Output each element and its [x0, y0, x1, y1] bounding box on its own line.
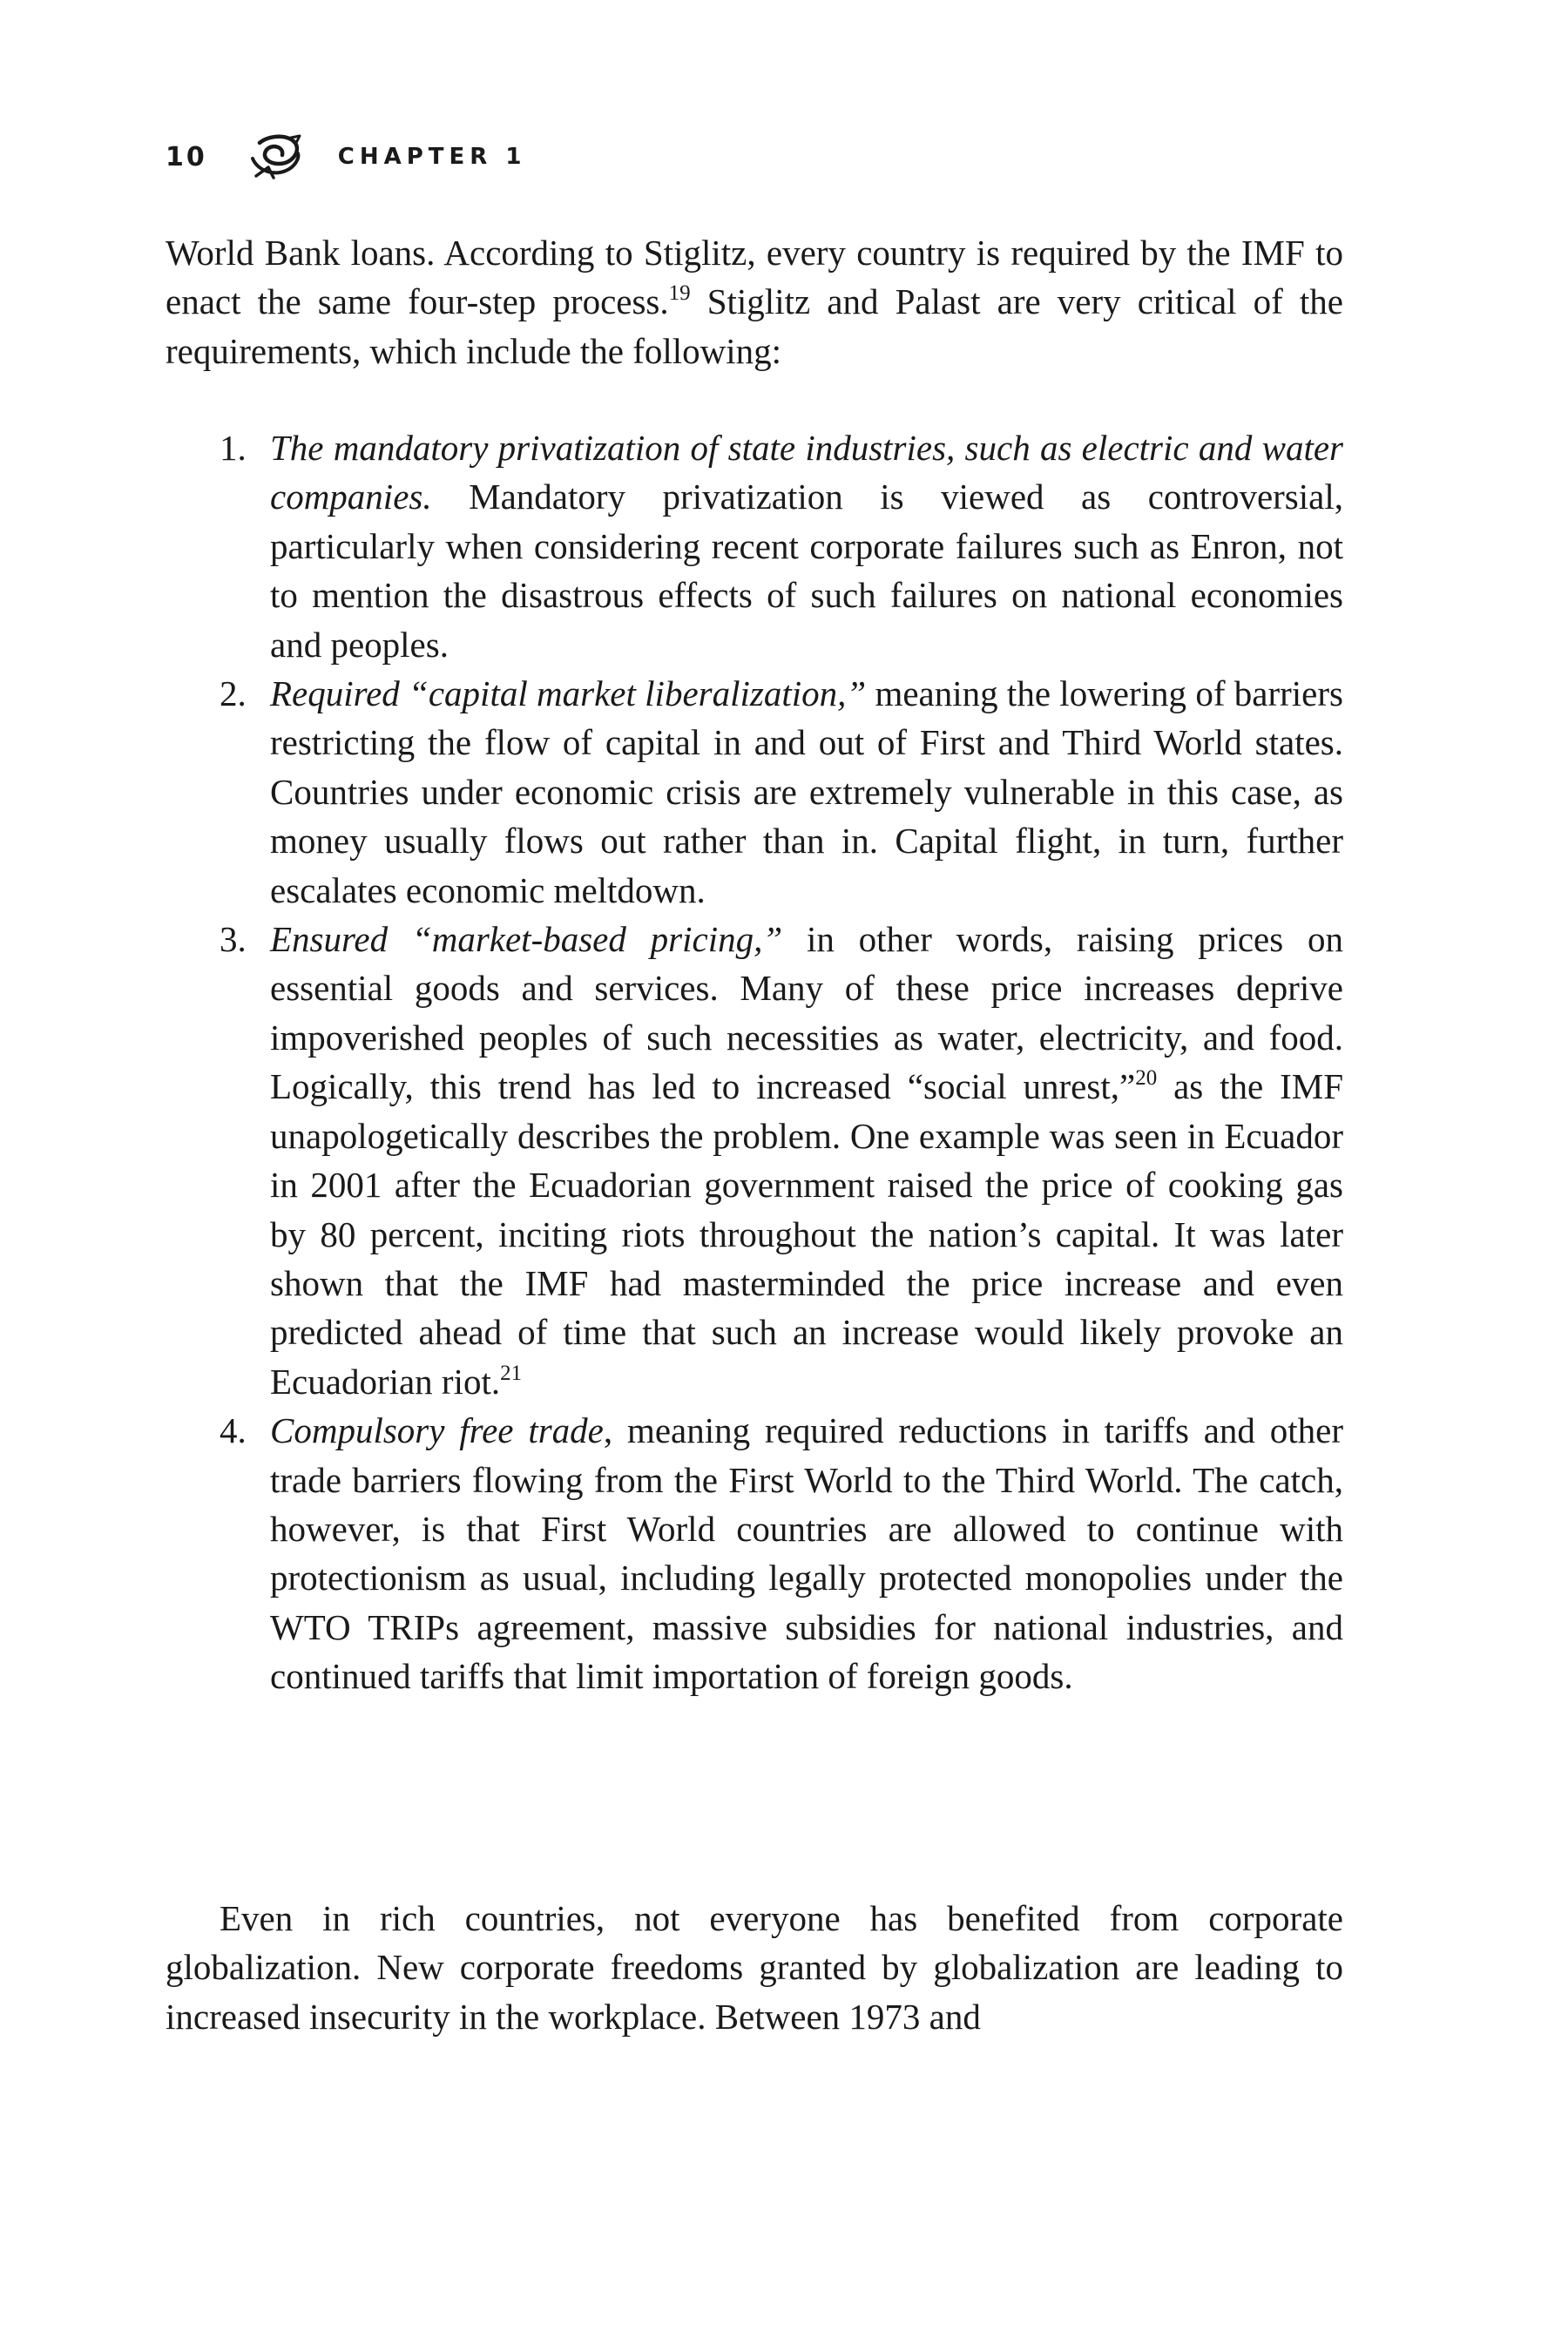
- list-item-4: [166, 1406, 1343, 1700]
- requirements-list: [166, 423, 1343, 1701]
- chapter-label: CHAPTER 1: [337, 144, 527, 170]
- list-item-number: 4.: [220, 1410, 247, 1451]
- list-item-lead: The mandatory privatization of state industries, such as electric and water companies.: [270, 428, 1343, 517]
- list-item-number: 2.: [220, 673, 247, 714]
- footnote-ref-20: 20: [1135, 1066, 1158, 1091]
- footnote-ref-19: 19: [668, 281, 691, 306]
- running-head: [166, 131, 526, 183]
- list-item-number: 3.: [220, 919, 247, 960]
- paragraph-2: Even in rich countries, not everyone has benefited from corporate globalization. New corporate freedoms granted by globalization are leading to increased insecurity in the workplace. Between 1973 and: [166, 1898, 1343, 2037]
- paragraph-1-text-a: World Bank loans. According to Stiglitz, every country is required by the IMF to enact the same four-step process.: [166, 233, 1343, 322]
- list-item-text-a: in other words, raising prices on essential goods and services. Many of these price increases deprive impoverished peoples of such necessities as water, electricity, and food. Logically, this trend has led to increased “social unrest,”: [270, 919, 1343, 1107]
- paragraph-1: [166, 228, 1343, 375]
- footnote-ref-21: 21: [500, 1361, 523, 1385]
- list-item-2: [166, 669, 1343, 915]
- list-item-3: [166, 915, 1343, 1406]
- list-item-lead: Compulsory free trade: [270, 1410, 604, 1451]
- list-item-lead: Required “capital market liberalization,”: [270, 673, 867, 714]
- list-item-number: 1.: [220, 428, 247, 468]
- list-item-text: meaning the lowering of barriers restricting the flow of capital in and out of First and Third World states. Countries under economic crisis are extremely vulnerable in this case, as money usually flows out rather than in. Capital flight, in turn, further escalates economic meltdown.: [270, 673, 1343, 910]
- list-item-text: Mandatory privatization is viewed as controversial, particularly when considering recent corporate failures such as Enron, not to mention the disastrous effects of such failures on national economies and peoples.: [270, 476, 1343, 665]
- list-item-lead: Ensured “market-based pricing,”: [270, 919, 783, 960]
- swirl-ornament-icon: [247, 132, 303, 181]
- list-item-text-b: as the IMF unapologetically describes the problem. One example was seen in Ecuador in 2001 after the Ecuadorian government raised the price of cooking gas by 80 percent, inciting riots throughout the nation’s capital. It was later shown that the IMF had masterminded the price increase and even predicted ahead of time that such an increase would likely provoke an Ecuadorian riot.: [270, 1066, 1343, 1402]
- paragraph-1-text-b: Stiglitz and Palast are very critical of the requirements, which include the following:: [166, 281, 1343, 371]
- page-number: 10: [166, 141, 207, 172]
- list-item-1: [166, 423, 1343, 669]
- list-item-text: , meaning required reductions in tariffs and other trade barriers flowing from the First World to the Third World. The catch, however, is that First World countries are allowed to continue with protectionism as usual, including legally protected monopolies under the WTO TRIPs agreement, massive subsidies for national industries, and continued tariffs that limit importation of foreign goods.: [270, 1410, 1343, 1697]
